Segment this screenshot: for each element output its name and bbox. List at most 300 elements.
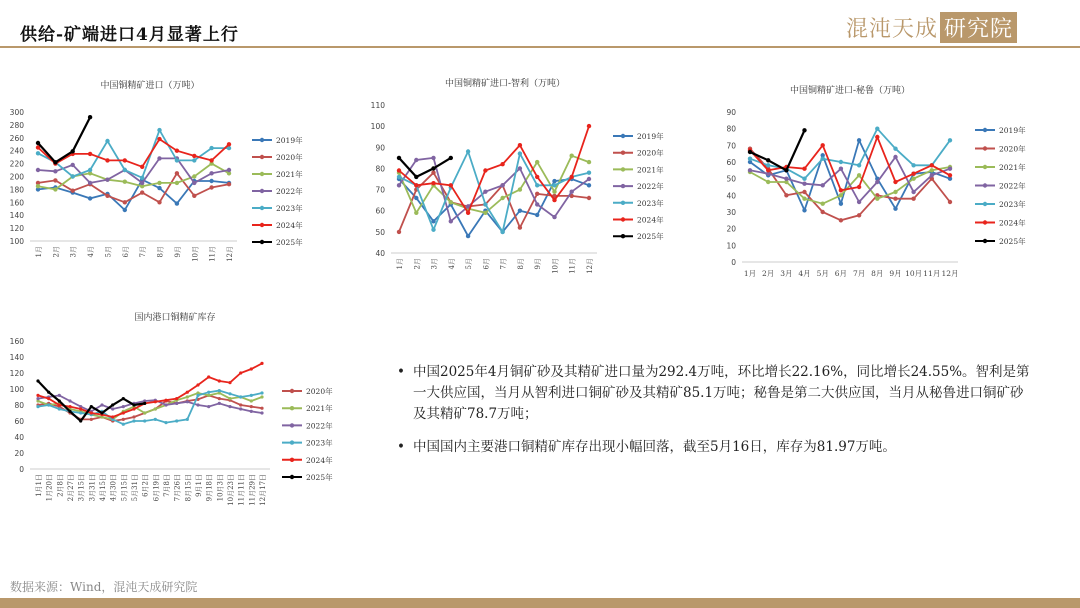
data-point xyxy=(36,141,40,145)
data-point xyxy=(90,418,93,421)
data-point xyxy=(535,160,539,164)
data-point xyxy=(209,146,213,150)
data-point xyxy=(911,190,915,194)
y-tick-label: 50 xyxy=(375,227,385,237)
data-point xyxy=(839,160,843,164)
y-tick-label: 300 xyxy=(9,108,24,117)
legend-marker xyxy=(290,440,294,444)
legend-label: 2022年 xyxy=(999,181,1026,191)
y-tick-label: 160 xyxy=(9,337,24,346)
data-point xyxy=(414,158,418,162)
data-point xyxy=(260,407,263,410)
data-point xyxy=(893,180,897,184)
data-point xyxy=(71,174,75,178)
x-tick-label: 11月 xyxy=(923,269,941,278)
data-point xyxy=(228,405,231,408)
data-point xyxy=(122,423,125,426)
legend-label: 2024年 xyxy=(306,455,333,465)
data-point xyxy=(518,166,522,170)
data-point xyxy=(449,219,453,223)
x-tick-label: 6月 xyxy=(834,269,848,278)
data-point xyxy=(431,166,435,170)
data-point xyxy=(449,156,453,160)
data-point xyxy=(587,196,591,200)
x-tick-label: 4月15日 xyxy=(99,474,107,502)
data-point xyxy=(105,139,109,143)
data-point xyxy=(132,407,135,410)
data-point xyxy=(123,180,127,184)
x-tick-label: 3月 xyxy=(430,258,439,270)
data-point xyxy=(802,128,806,132)
data-point xyxy=(88,152,92,156)
data-point xyxy=(207,405,210,408)
legend-label: 2023年 xyxy=(306,438,333,448)
x-tick-label: 2月 xyxy=(413,258,422,270)
data-point xyxy=(250,410,253,413)
data-point xyxy=(449,200,453,204)
y-tick-label: 120 xyxy=(9,224,24,234)
data-point xyxy=(227,168,231,172)
y-tick-label: 220 xyxy=(9,159,24,169)
data-point xyxy=(218,389,221,392)
data-point xyxy=(875,180,879,184)
data-point xyxy=(414,183,418,187)
data-point xyxy=(250,405,253,408)
data-point xyxy=(132,403,135,406)
data-point xyxy=(839,202,843,206)
x-tick-label: 10月23日 xyxy=(227,474,235,506)
data-point xyxy=(535,213,539,217)
x-tick-label: 3月 xyxy=(69,246,78,258)
y-tick-label: 110 xyxy=(370,101,385,110)
x-tick-label: 2月 xyxy=(762,269,775,278)
data-point xyxy=(58,407,61,410)
legend-marker xyxy=(290,458,294,462)
chart-port-inventory xyxy=(0,305,345,545)
data-point xyxy=(88,115,92,119)
legend-marker xyxy=(983,239,987,243)
data-point xyxy=(140,181,144,185)
data-point xyxy=(111,407,114,410)
data-point xyxy=(431,171,435,175)
x-tick-label: 1月20日 xyxy=(45,474,54,502)
logo-text: 混沌天成 xyxy=(846,17,939,42)
data-point xyxy=(71,149,75,153)
data-point xyxy=(90,411,93,414)
data-point xyxy=(260,362,263,365)
data-point xyxy=(552,198,556,202)
data-point xyxy=(228,392,231,395)
x-tick-label: 9月 xyxy=(534,258,543,270)
legend-label: 2020年 xyxy=(637,148,664,158)
data-point xyxy=(207,394,210,397)
x-tick-label: 12月17日 xyxy=(259,474,267,506)
data-point xyxy=(587,183,591,187)
data-point xyxy=(948,138,952,142)
legend-label: 2023年 xyxy=(999,200,1026,209)
series-line-2024年 xyxy=(38,139,229,167)
data-point xyxy=(802,190,806,194)
data-point xyxy=(196,394,199,397)
y-tick-label: 100 xyxy=(370,122,385,132)
y-tick-label: 0 xyxy=(19,465,24,474)
data-point xyxy=(397,183,401,187)
data-point xyxy=(821,143,825,147)
data-point xyxy=(875,135,879,139)
data-point xyxy=(47,403,50,406)
data-point xyxy=(154,400,157,403)
series-line-2020年 xyxy=(38,173,229,202)
data-point xyxy=(911,177,915,181)
x-tick-label: 1月1日 xyxy=(35,474,43,497)
data-point xyxy=(207,375,210,378)
data-point xyxy=(748,150,752,154)
data-point xyxy=(68,399,71,402)
data-point xyxy=(500,183,504,187)
legend-label: 2021年 xyxy=(276,170,303,179)
data-point xyxy=(88,196,92,200)
data-point xyxy=(53,187,57,191)
data-point xyxy=(397,156,401,160)
data-point xyxy=(79,411,82,414)
legend-label: 2024年 xyxy=(276,221,303,230)
data-point xyxy=(552,190,556,194)
x-tick-label: 6月 xyxy=(482,258,491,270)
y-tick-label: 260 xyxy=(9,133,24,143)
legend-label: 2022年 xyxy=(276,187,303,196)
data-point xyxy=(893,190,897,194)
data-point xyxy=(164,399,167,402)
legend-marker xyxy=(290,406,294,410)
data-point xyxy=(821,210,825,214)
y-tick-label: 80 xyxy=(14,401,24,410)
page-title: 供给-矿端进口4月显著上行 xyxy=(20,25,239,45)
data-point xyxy=(500,196,504,200)
x-tick-label: 9月 xyxy=(889,269,902,278)
x-tick-label: 2月8日 xyxy=(56,474,65,497)
data-point xyxy=(802,208,806,212)
data-point xyxy=(209,179,213,183)
data-point xyxy=(857,163,861,167)
data-point xyxy=(911,197,915,201)
bullet-import: • 中国2025年4月铜矿砂及其精矿进口量为292.4万吨，环比增长22.16%，同比增长24.55%。智利是第一大供应国，当月从智利进口铜矿砂及其精矿85.1万吨；秘鲁是第二大供应国，当月从秘鲁进口铜矿砂及其精矿78.7万吨； xyxy=(397,364,1030,422)
data-point xyxy=(518,151,522,155)
data-point xyxy=(893,147,897,151)
data-point xyxy=(766,163,770,167)
legend-marker xyxy=(983,128,987,132)
data-point xyxy=(535,192,539,196)
data-point xyxy=(535,175,539,179)
x-tick-label: 11月11日 xyxy=(237,474,246,506)
data-point xyxy=(587,124,591,128)
legend-marker xyxy=(983,183,987,187)
data-point xyxy=(239,403,242,406)
data-point xyxy=(122,397,125,400)
data-point xyxy=(123,200,127,204)
data-point xyxy=(175,397,178,400)
data-point xyxy=(260,391,263,394)
data-point xyxy=(36,168,40,172)
data-point xyxy=(802,197,806,201)
y-tick-label: 60 xyxy=(726,158,736,167)
legend-marker xyxy=(260,223,264,227)
header-rule xyxy=(0,46,1080,48)
data-point xyxy=(930,168,934,172)
legend-label: 2025年 xyxy=(999,237,1026,246)
data-point xyxy=(71,163,75,167)
data-point xyxy=(466,149,470,153)
data-point xyxy=(47,397,50,400)
data-point xyxy=(192,158,196,162)
data-point xyxy=(175,201,179,205)
y-tick-label: 80 xyxy=(726,124,736,134)
chart-cn-import xyxy=(0,70,335,270)
data-source: 数据来源：Wind，混沌天成研究院 xyxy=(10,580,198,594)
data-point xyxy=(587,160,591,164)
data-point xyxy=(766,180,770,184)
x-tick-label: 3月31日 xyxy=(88,474,97,502)
y-tick-label: 80 xyxy=(375,164,385,174)
data-point xyxy=(192,181,196,185)
legend-marker xyxy=(621,201,625,205)
data-point xyxy=(250,399,253,402)
data-point xyxy=(53,169,57,173)
chart-title: 国内港口铜精矿库存 xyxy=(134,313,216,323)
data-point xyxy=(196,403,199,406)
legend-label: 2020年 xyxy=(999,144,1026,154)
data-point xyxy=(58,399,61,402)
data-point xyxy=(250,367,253,370)
legend-marker xyxy=(260,138,264,142)
data-point xyxy=(143,411,146,414)
legend-marker xyxy=(260,240,264,244)
legend-label: 2019年 xyxy=(637,132,664,141)
data-point xyxy=(228,381,231,384)
x-tick-label: 2月 xyxy=(52,246,61,258)
data-point xyxy=(157,186,161,190)
data-point xyxy=(857,213,861,217)
x-tick-label: 8月 xyxy=(156,246,165,258)
legend-label: 2019年 xyxy=(276,136,303,145)
legend-label: 2023年 xyxy=(276,204,303,213)
x-tick-label: 8月15日 xyxy=(184,474,193,502)
data-point xyxy=(123,208,127,212)
data-point xyxy=(875,127,879,131)
data-point xyxy=(893,197,897,201)
data-point xyxy=(105,158,109,162)
data-point xyxy=(88,181,92,185)
data-point xyxy=(68,410,71,413)
y-tick-label: 100 xyxy=(9,385,24,394)
data-point xyxy=(218,379,221,382)
series-line-2024年 xyxy=(399,126,589,213)
x-tick-label: 4月 xyxy=(447,258,456,270)
x-tick-label: 4月 xyxy=(87,246,96,258)
data-point xyxy=(100,403,103,406)
legend-marker xyxy=(260,206,264,210)
data-point xyxy=(260,395,263,398)
data-point xyxy=(239,407,242,410)
y-tick-label: 100 xyxy=(9,237,24,246)
legend-marker xyxy=(290,475,294,479)
y-tick-label: 140 xyxy=(9,211,24,221)
data-point xyxy=(36,397,39,400)
x-tick-label: 10月 xyxy=(551,258,560,274)
legend-label: 2022年 xyxy=(306,421,333,431)
x-tick-label: 7月 xyxy=(852,269,866,278)
data-point xyxy=(397,230,401,234)
data-point xyxy=(500,230,504,234)
data-point xyxy=(784,177,788,181)
data-point xyxy=(552,179,556,183)
data-point xyxy=(839,218,843,222)
legend-label: 2022年 xyxy=(637,182,664,192)
y-tick-label: 200 xyxy=(9,172,24,182)
data-point xyxy=(414,175,418,179)
data-point xyxy=(821,183,825,187)
x-tick-label: 7月 xyxy=(499,258,508,270)
data-point xyxy=(552,183,556,187)
data-point xyxy=(90,405,93,408)
data-point xyxy=(186,395,189,398)
data-point xyxy=(157,156,161,160)
chart-title: 中国铜精矿进口（万吨） xyxy=(100,81,200,91)
data-point xyxy=(79,419,82,422)
legend-label: 2025年 xyxy=(306,473,333,482)
data-point xyxy=(100,411,103,414)
data-point xyxy=(570,154,574,158)
data-point xyxy=(893,207,897,211)
data-point xyxy=(143,402,146,405)
data-point xyxy=(154,407,157,410)
legend-label: 2024年 xyxy=(637,215,664,225)
data-point xyxy=(132,415,135,418)
x-tick-label: 11月 xyxy=(208,246,217,262)
data-point xyxy=(748,157,752,161)
legend-marker xyxy=(621,151,625,155)
data-point xyxy=(192,194,196,198)
data-point xyxy=(948,167,952,171)
data-point xyxy=(132,419,135,422)
data-point xyxy=(802,177,806,181)
x-tick-label: 12月 xyxy=(941,269,959,278)
y-tick-label: 0 xyxy=(731,258,736,267)
data-point xyxy=(397,175,401,179)
data-point xyxy=(186,391,189,394)
x-tick-label: 10月 xyxy=(905,269,923,278)
data-point xyxy=(122,418,125,421)
legend-marker xyxy=(621,134,625,138)
x-tick-label: 5月15日 xyxy=(120,474,129,502)
x-tick-label: 11月 xyxy=(568,258,577,274)
x-tick-label: 11月29日 xyxy=(248,474,257,506)
data-point xyxy=(784,193,788,197)
data-point xyxy=(36,405,39,408)
data-point xyxy=(911,172,915,176)
legend-label: 2019年 xyxy=(999,126,1026,135)
legend-label: 2020年 xyxy=(276,153,303,162)
x-tick-label: 5月 xyxy=(104,246,113,258)
data-point xyxy=(518,225,522,229)
legend-label: 2021年 xyxy=(637,165,664,175)
x-tick-label: 12月 xyxy=(226,246,234,262)
x-tick-label: 1月 xyxy=(35,246,43,258)
x-tick-label: 2月27日 xyxy=(67,474,75,502)
data-point xyxy=(53,178,57,182)
legend-marker xyxy=(621,184,625,188)
data-point xyxy=(431,156,435,160)
y-tick-label: 180 xyxy=(9,185,24,195)
data-point xyxy=(784,168,788,172)
data-point xyxy=(449,183,453,187)
x-tick-label: 10月3日 xyxy=(216,474,225,502)
y-tick-label: 20 xyxy=(726,224,736,234)
y-tick-label: 20 xyxy=(14,449,24,458)
y-tick-label: 50 xyxy=(726,174,736,184)
y-tick-label: 90 xyxy=(375,143,385,153)
y-tick-label: 60 xyxy=(375,206,385,216)
data-point xyxy=(552,215,556,219)
data-point xyxy=(483,202,487,206)
data-point xyxy=(218,397,221,400)
chart-chile-import xyxy=(355,70,695,285)
x-tick-label: 6月19日 xyxy=(152,474,161,502)
y-tick-label: 40 xyxy=(726,191,736,201)
data-point xyxy=(587,177,591,181)
legend-marker xyxy=(260,172,264,176)
series-line-2025年 xyxy=(750,130,805,170)
data-point xyxy=(186,418,189,421)
data-point xyxy=(857,138,861,142)
data-point xyxy=(431,181,435,185)
data-point xyxy=(839,167,843,171)
data-point xyxy=(857,200,861,204)
data-point xyxy=(218,402,221,405)
data-point xyxy=(154,418,157,421)
y-tick-label: 120 xyxy=(9,369,24,378)
data-point xyxy=(175,181,179,185)
brand-logo xyxy=(846,12,1017,43)
data-point xyxy=(192,174,196,178)
data-point xyxy=(157,137,161,141)
data-point xyxy=(157,181,161,185)
data-point xyxy=(175,149,179,153)
data-point xyxy=(207,391,210,394)
data-point xyxy=(570,175,574,179)
data-point xyxy=(893,155,897,159)
data-point xyxy=(766,158,770,162)
data-point xyxy=(839,188,843,192)
data-point xyxy=(186,400,189,403)
legend-label: 2020年 xyxy=(306,387,333,396)
legend-label: 2025年 xyxy=(637,232,664,242)
data-point xyxy=(414,211,418,215)
x-tick-label: 5月31日 xyxy=(131,474,139,502)
data-point xyxy=(105,194,109,198)
x-tick-label: 3月 xyxy=(780,269,793,278)
x-tick-label: 5月 xyxy=(816,269,829,278)
data-point xyxy=(36,394,39,397)
data-point xyxy=(414,196,418,200)
data-point xyxy=(164,403,167,406)
data-point xyxy=(227,182,231,186)
data-point xyxy=(175,158,179,162)
data-point xyxy=(466,211,470,215)
legend-marker xyxy=(621,217,625,221)
y-tick-label: 70 xyxy=(375,185,385,195)
data-point xyxy=(587,171,591,175)
data-point xyxy=(821,202,825,206)
